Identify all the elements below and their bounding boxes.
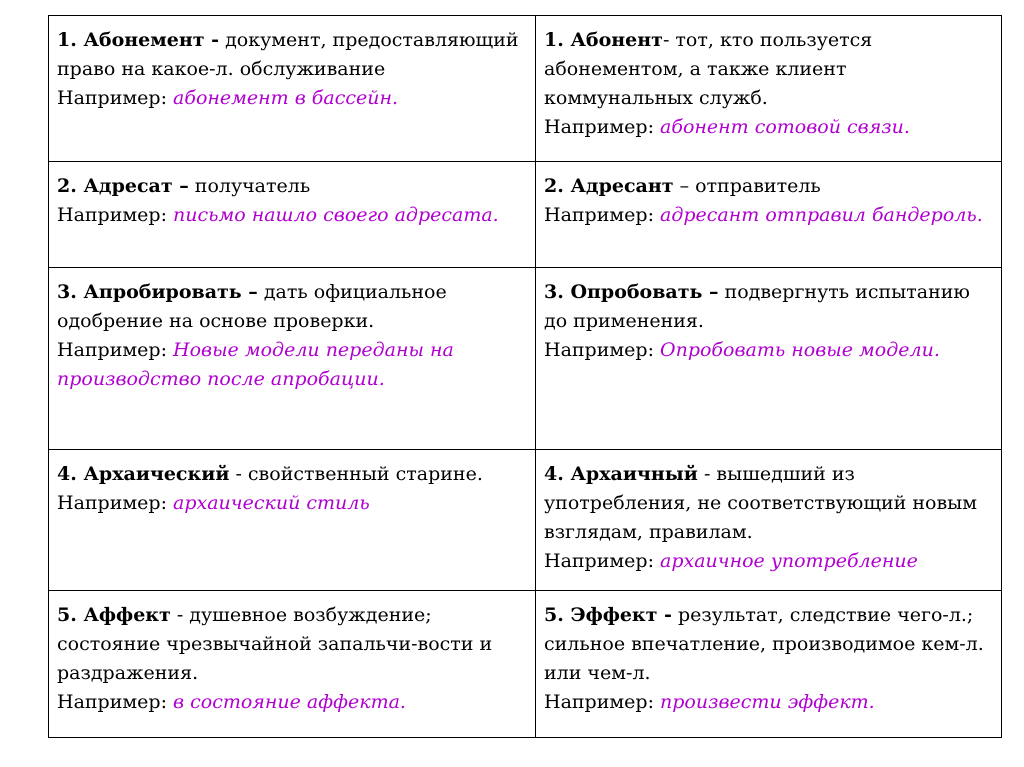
definition: - душевное возбуждение; состояние чрезвычайной запальчи-вости и раздражения.: [57, 604, 493, 684]
example-line: [544, 113, 993, 142]
definition: документ, предоставляющий право на какое-л. обслуживание: [57, 29, 519, 80]
example-prefix: Например:: [544, 550, 661, 572]
example-line: [57, 336, 527, 394]
example-text: архаический стиль: [173, 492, 370, 514]
example-text: абонемент в бассейн.: [173, 87, 399, 109]
example-text: Новые модели переданы на производство после апробации.: [57, 339, 454, 390]
example-text: в состояние аффекта.: [173, 691, 406, 713]
table-row: [49, 268, 1002, 450]
table-cell-right: [536, 450, 1002, 591]
example-text: письмо нашло своего адресата.: [173, 204, 499, 226]
definition: - свойственный старине.: [229, 463, 483, 485]
example-line: [544, 201, 993, 230]
table-cell-left: [49, 591, 536, 738]
table-cell-left: [49, 268, 536, 450]
definition: результат, следствие чего-л.; сильное впечатление, производимое кем-л. или чем-л.: [544, 604, 984, 684]
example-prefix: Например:: [57, 492, 174, 514]
example-text: Опробовать новые модели.: [660, 339, 940, 361]
table-cell-left: [49, 16, 536, 162]
definition: - вышедший из употребления, не соответствующий новым взглядам, правилам.: [544, 463, 978, 543]
example-line: [57, 489, 527, 518]
table-row: [49, 162, 1002, 268]
table-cell-right: [536, 162, 1002, 268]
definition: – отправитель: [673, 175, 821, 197]
table-cell-right: [536, 16, 1002, 162]
term: 5. Эффект -: [544, 604, 672, 626]
term: 4. Архаический: [57, 463, 230, 485]
table-cell-right: [536, 268, 1002, 450]
example-prefix: Например:: [544, 116, 661, 138]
term: 1. Абонент: [544, 29, 663, 51]
example-line: [544, 688, 993, 717]
example-prefix: Например:: [544, 339, 661, 361]
example-prefix: Например:: [544, 691, 661, 713]
example-prefix: Например:: [57, 204, 174, 226]
paronyms-table: [48, 15, 1002, 738]
term: 5. Аффект: [57, 604, 171, 626]
table-cell-left: [49, 450, 536, 591]
table-row: [49, 450, 1002, 591]
example-text: абонент сотовой связи.: [660, 116, 910, 138]
table-row: [49, 591, 1002, 738]
example-line: [544, 336, 993, 365]
example-line: [544, 547, 993, 576]
term: 3. Апробировать –: [57, 281, 258, 303]
term: 2. Адресант: [544, 175, 674, 197]
example-prefix: Например:: [544, 204, 661, 226]
table-row: [49, 16, 1002, 162]
example-prefix: Например:: [57, 339, 174, 361]
table-cell-left: [49, 162, 536, 268]
definition: дать официальное одобрение на основе проверки.: [57, 281, 447, 332]
term: 1. Абонемент -: [57, 29, 220, 51]
term: 4. Архаичный: [544, 463, 698, 485]
term: 3. Опробовать –: [544, 281, 719, 303]
definition: подвергнуть испытанию до применения.: [544, 281, 970, 332]
example-line: [57, 84, 527, 113]
example-text: произвести эффект.: [660, 691, 875, 713]
example-text: адресант отправил бандероль.: [660, 204, 983, 226]
term: 2. Адресат –: [57, 175, 189, 197]
example-line: [57, 201, 527, 230]
example-line: [57, 688, 527, 717]
example-prefix: Например:: [57, 87, 174, 109]
definition: - тот, кто пользуется абонементом, а также клиент коммунальных служб.: [544, 29, 873, 109]
example-prefix: Например:: [57, 691, 174, 713]
example-text: архаичное употребление: [660, 550, 918, 572]
definition: получатель: [188, 175, 311, 197]
table-cell-right: [536, 591, 1002, 738]
